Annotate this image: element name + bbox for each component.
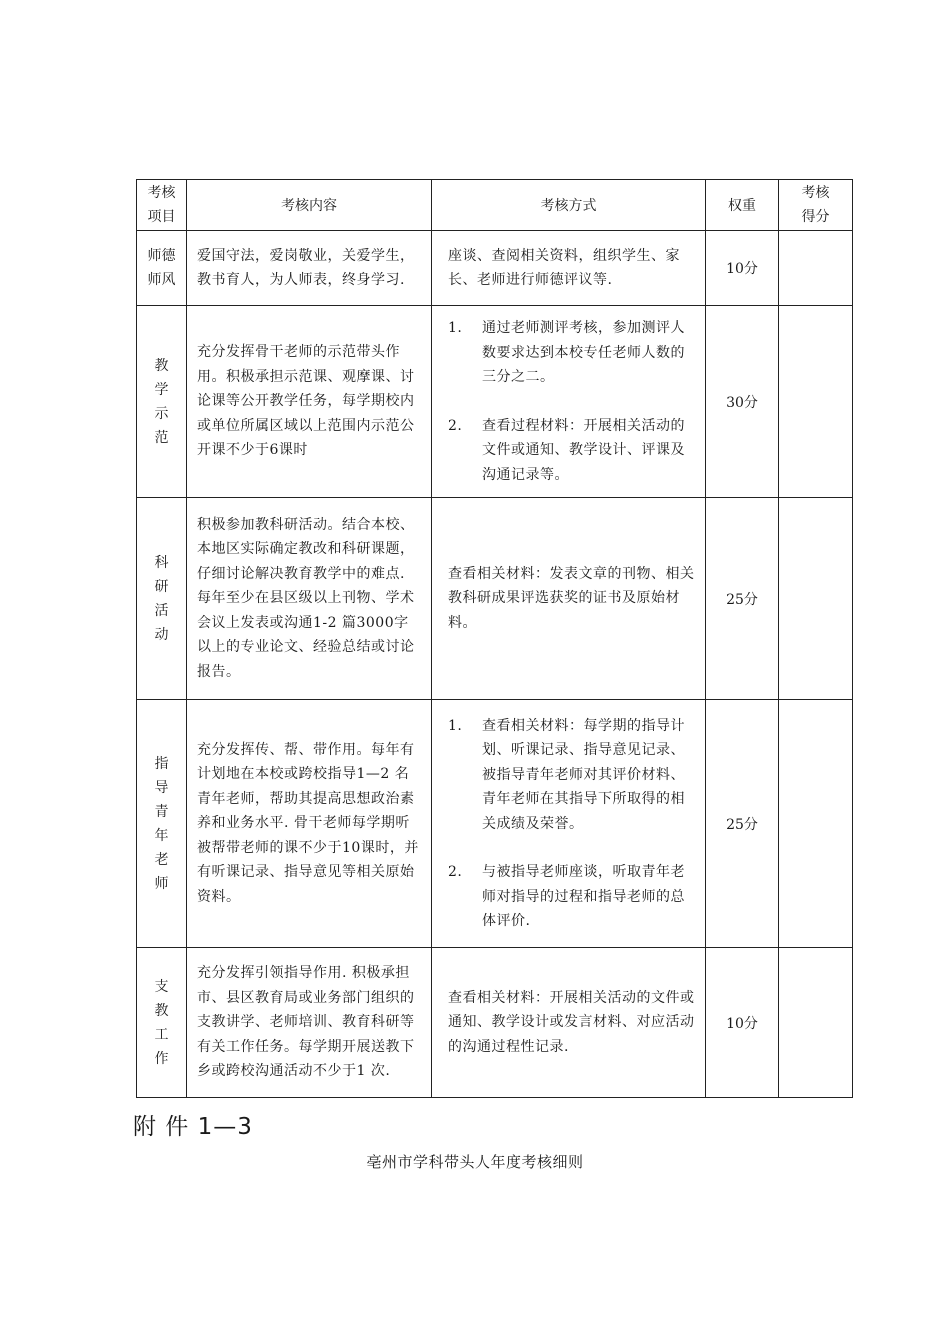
row-method: [432, 306, 706, 498]
method-item-text: 通过老师测评考核，参加测评人数要求达到本校专任老师人数的三分之二。: [482, 320, 685, 385]
row-item-name: 教 学 示 范: [137, 306, 187, 498]
method-list: [432, 714, 705, 934]
header-method: 考核方式: [432, 180, 706, 231]
table-row: [137, 306, 853, 498]
header-score: 考核 得分: [779, 180, 853, 231]
method-item-text: 查看相关材料：每学期的指导计划、听课记录、指导意见记录、被指导青年老师对其评价材料、青年老师在其指导下所取得的相关成绩及荣誉。: [482, 717, 685, 832]
method-list-item: [432, 316, 695, 390]
method-item-number: 2.: [448, 864, 463, 880]
row-weight: 10分: [706, 948, 779, 1098]
row-content: 充分发挥骨干老师的示范带头作用。积极承担示范课、观摩课、讨论课等公开教学任务，每学期校内或单位所属区域以上范围内示范公开课不少于6课时: [187, 306, 432, 498]
row-weight: 25分: [706, 700, 779, 948]
row-item-name: 指 导 青 年 老 师: [137, 700, 187, 948]
row-item-name: 支 教 工 作: [137, 948, 187, 1098]
document-title: 亳州市学科带头人年度考核细则: [366, 1153, 584, 1171]
table-row: [137, 498, 853, 700]
assessment-table: [136, 179, 853, 1098]
method-list-item: [432, 860, 695, 934]
row-content: 充分发挥引领指导作用. 积极承担市、县区教育局或业务部门组织的支教讲学、老师培训、教育科研等有关工作任务。每学期开展送教下乡或跨校沟通活动不少于1 次.: [187, 948, 432, 1098]
table-row: [137, 231, 853, 306]
method-item-number: 2.: [448, 417, 463, 434]
row-item-name: 师德 师风: [137, 231, 187, 306]
row-method: 座谈、查阅相关资料，组织学生、家长、老师进行师德评议等.: [432, 231, 706, 306]
row-item-name: 科 研 活 动: [137, 498, 187, 700]
method-item-number: 1.: [448, 320, 463, 336]
header-weight: 权重: [706, 180, 779, 231]
method-item-number: 1.: [448, 717, 463, 734]
row-weight: 30分: [706, 306, 779, 498]
row-score: [779, 231, 853, 306]
header-item: 考核 项目: [137, 180, 187, 231]
header-row: [137, 180, 853, 231]
row-weight: 25分: [706, 498, 779, 700]
table-row: [137, 948, 853, 1098]
row-content: 充分发挥传、帮、带作用。每年有计划地在本校或跨校指导1—2 名青年老师，帮助其提高思想政治素养和业务水平. 骨干老师每学期听被帮带老师的课不少于10课时，并有听课记录、指导意见等相关原始资料。: [187, 700, 432, 948]
method-item-text: 查看过程材料：开展相关活动的文件或通知、教学设计、评课及沟通记录等。: [482, 417, 685, 483]
annex-label: 附 件 1—3: [133, 1114, 253, 1140]
method-list-item: [432, 414, 695, 488]
row-method: 查看相关材料：发表文章的刊物、相关教科研成果评选获奖的证书及原始材料。: [432, 498, 706, 700]
method-list: [432, 316, 705, 487]
row-content: 爱国守法，爱岗敬业，关爱学生，教书育人，为人师表，终身学习.: [187, 231, 432, 306]
row-score: [779, 498, 853, 700]
row-score: [779, 948, 853, 1098]
method-list-item: [432, 714, 695, 837]
row-method: [432, 700, 706, 948]
row-score: [779, 700, 853, 948]
row-weight: 10分: [706, 231, 779, 306]
row-score: [779, 306, 853, 498]
method-item-text: 与被指导老师座谈，听取青年老师对指导的过程和指导老师的总体评价.: [482, 864, 685, 929]
table-row: [137, 700, 853, 948]
row-content: 积极参加教科研活动。结合本校、本地区实际确定教改和科研课题，仔细讨论解决教育教学中的难点. 每年至少在县区级以上刊物、学术会议上发表或沟通1-2 篇3000字以上的专业论文、经验总结或讨论报告。: [187, 498, 432, 700]
row-method: 查看相关材料：开展相关活动的文件或通知、教学设计或发言材料、对应活动的沟通过程性记录.: [432, 948, 706, 1098]
header-content: 考核内容: [187, 180, 432, 231]
